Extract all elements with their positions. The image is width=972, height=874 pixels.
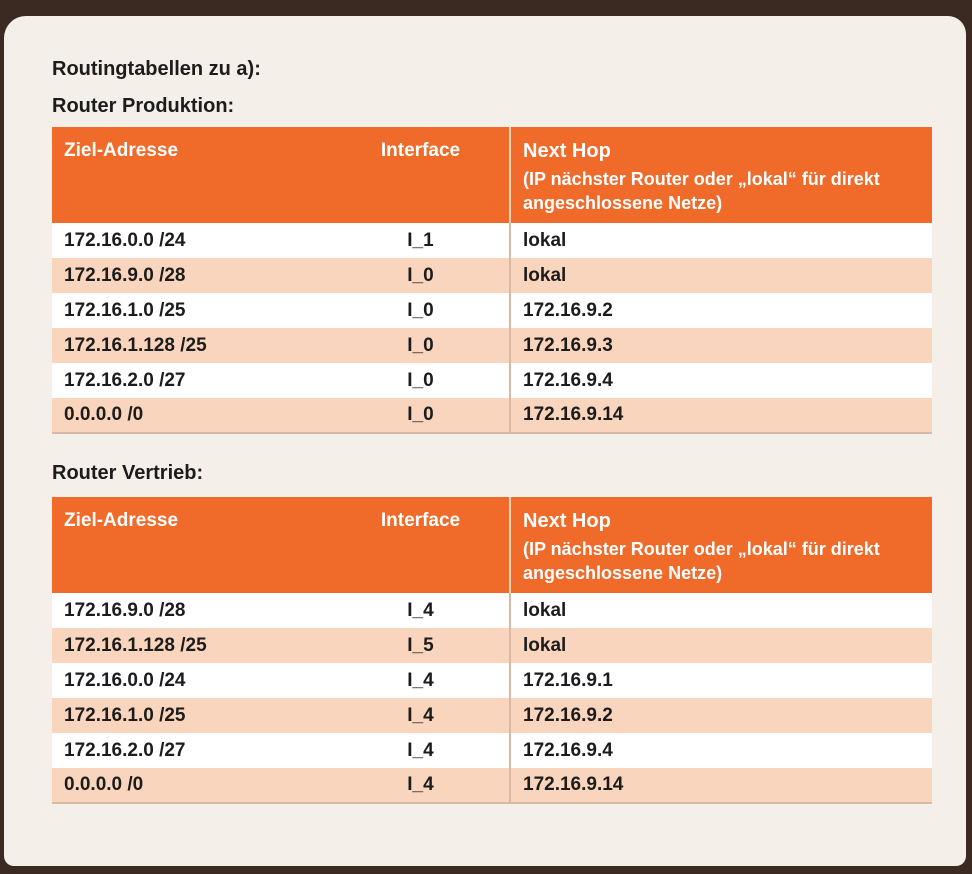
- table-title-produktion: Router Produktion:: [52, 95, 235, 117]
- cell-next-hop: 172.16.9.1: [510, 663, 932, 698]
- cell-next-hop: 172.16.9.14: [510, 398, 932, 433]
- table-row: [52, 258, 932, 293]
- routing-table-vertrieb: [52, 497, 932, 804]
- cell-destination: 172.16.1.0 /25: [52, 698, 352, 733]
- cell-interface: I_4: [352, 663, 510, 698]
- table-row: [52, 768, 932, 803]
- cell-next-hop: 172.16.9.2: [510, 293, 932, 328]
- column-header-next-hop: [510, 497, 932, 593]
- cell-interface: I_0: [352, 258, 510, 293]
- cell-next-hop: 172.16.9.2: [510, 698, 932, 733]
- cell-next-hop: lokal: [510, 258, 932, 293]
- table-row: [52, 398, 932, 433]
- table-header-row: [52, 127, 932, 223]
- table-row: [52, 698, 932, 733]
- table-row: [52, 733, 932, 768]
- cell-destination: 172.16.2.0 /27: [52, 363, 352, 398]
- cell-next-hop: lokal: [510, 223, 932, 258]
- next-hop-subtitle: (IP nächster Router oder „lokal“ für direkt angeschlossene Netze): [523, 539, 880, 583]
- table-row: [52, 293, 932, 328]
- document-page: [4, 16, 966, 866]
- page-title: Routingtabellen zu a):: [52, 58, 261, 80]
- cell-destination: 172.16.1.128 /25: [52, 628, 352, 663]
- cell-destination: 172.16.2.0 /27: [52, 733, 352, 768]
- table-row: [52, 363, 932, 398]
- cell-destination: 172.16.0.0 /24: [52, 223, 352, 258]
- table-header-row: [52, 497, 932, 593]
- cell-next-hop: 172.16.9.4: [510, 733, 932, 768]
- column-header-interface: Interface: [352, 127, 510, 223]
- cell-next-hop: lokal: [510, 593, 932, 628]
- cell-next-hop: 172.16.9.14: [510, 768, 932, 803]
- next-hop-subtitle: (IP nächster Router oder „lokal“ für direkt angeschlossene Netze): [523, 169, 880, 213]
- cell-interface: I_0: [352, 398, 510, 433]
- table-title-vertrieb: Router Vertrieb:: [52, 462, 204, 484]
- cell-destination: 172.16.1.128 /25: [52, 328, 352, 363]
- cell-destination: 172.16.1.0 /25: [52, 293, 352, 328]
- cell-next-hop: 172.16.9.4: [510, 363, 932, 398]
- cell-destination: 0.0.0.0 /0: [52, 768, 352, 803]
- column-header-destination: Ziel-Adresse: [52, 497, 352, 593]
- cell-interface: I_0: [352, 363, 510, 398]
- column-header-destination: Ziel-Adresse: [52, 127, 352, 223]
- cell-interface: I_1: [352, 223, 510, 258]
- cell-destination: 172.16.9.0 /28: [52, 593, 352, 628]
- table-row: [52, 593, 932, 628]
- cell-next-hop: 172.16.9.3: [510, 328, 932, 363]
- table-row: [52, 628, 932, 663]
- cell-interface: I_4: [352, 733, 510, 768]
- table-row: [52, 328, 932, 363]
- cell-next-hop: lokal: [510, 628, 932, 663]
- cell-interface: I_0: [352, 328, 510, 363]
- cell-destination: 172.16.9.0 /28: [52, 258, 352, 293]
- cell-destination: 0.0.0.0 /0: [52, 398, 352, 433]
- table-row: [52, 663, 932, 698]
- cell-interface: I_4: [352, 698, 510, 733]
- routing-table-produktion: [52, 127, 932, 434]
- cell-interface: I_0: [352, 293, 510, 328]
- table-row: [52, 223, 932, 258]
- next-hop-title: Next Hop: [523, 510, 611, 532]
- cell-interface: I_4: [352, 768, 510, 803]
- cell-interface: I_4: [352, 593, 510, 628]
- column-header-next-hop: [510, 127, 932, 223]
- cell-interface: I_5: [352, 628, 510, 663]
- column-header-interface: Interface: [352, 497, 510, 593]
- cell-destination: 172.16.0.0 /24: [52, 663, 352, 698]
- next-hop-title: Next Hop: [523, 140, 611, 162]
